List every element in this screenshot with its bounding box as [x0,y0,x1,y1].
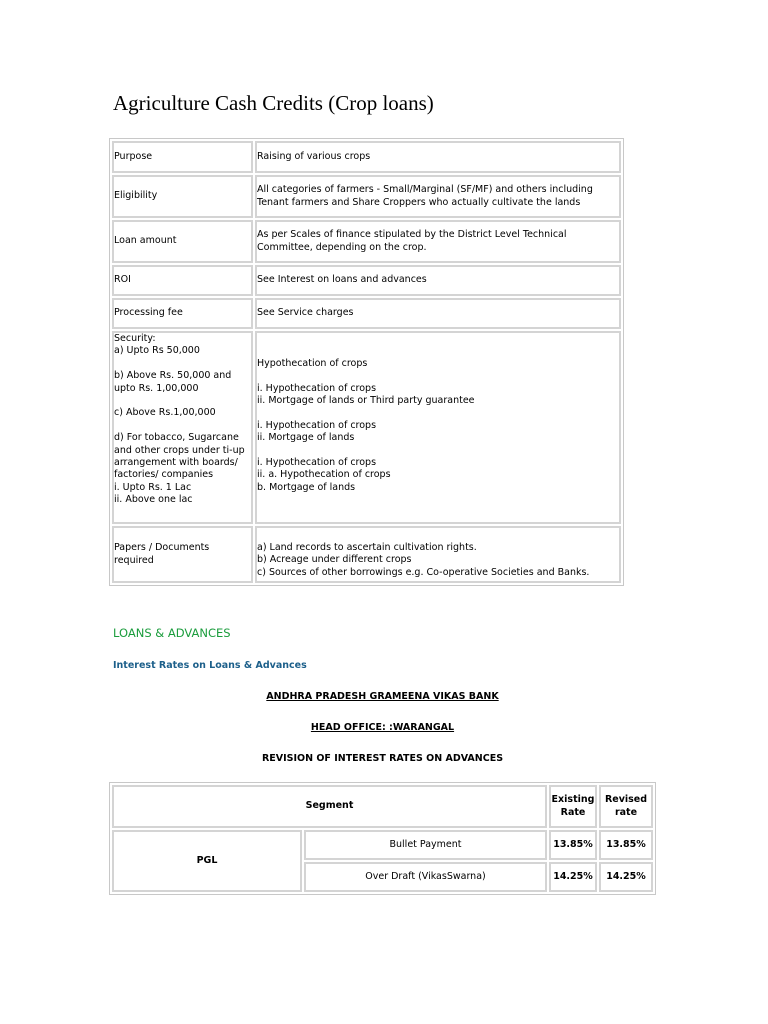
table-row [112,331,621,524]
existing-rate: 13.85% [549,830,597,860]
security-a-label: a) Upto Rs 50,000 [114,345,200,357]
table-row [112,526,621,583]
row-value: See Service charges [255,298,621,329]
row-label: ROI [112,265,253,296]
row-value: See Interest on loans and advances [255,265,621,296]
segment-name: Over Draft (VikasSwarna) [304,862,547,892]
table-row [112,141,621,173]
security-labels [112,331,253,524]
security-c-label: c) Above Rs.1,00,000 [114,407,216,419]
interest-rate-table [109,782,656,895]
security-b-label: b) Above Rs. 50,000 and upto Rs. 1,00,000 [114,370,232,394]
existing-rate-header: Existing Rate [549,785,597,828]
pgl-group-cell: PGL [112,830,302,892]
security-d-value-1: i. Hypothecation of crops [257,456,377,468]
segment-name: Bullet Payment [304,830,547,860]
row-label: Processing fee [112,298,253,329]
revised-rate: 13.85% [599,830,653,860]
security-heading: Security: [114,333,156,344]
segment-header: Segment [112,785,547,828]
security-d-sub-1: i. Upto Rs. 1 Lac [114,481,192,493]
revised-rate: 14.25% [599,862,653,892]
crop-loan-table [109,138,624,586]
security-c-value-2: ii. Mortgage of lands [257,432,355,444]
table-row [112,265,621,296]
table-header-row [112,785,653,828]
security-d-value-2: ii. a. Hypothecation of crops [257,469,391,481]
papers-item: c) Sources of other borrowings e.g. Co-operative Societies and Banks. [257,566,590,578]
papers-item: a) Land records to ascertain cultivation rights. [257,542,477,554]
papers-label: Papers / Documents required [112,526,253,583]
table-row [112,830,653,860]
security-d-sub-2: ii. Above one lac [114,494,193,506]
row-label: Loan amount [112,220,253,263]
bank-name: ANDHRA PRADESH GRAMEENA VIKAS BANK [266,691,499,702]
existing-rate: 14.25% [549,862,597,892]
security-a-value: Hypothecation of crops [257,357,368,369]
security-values [255,331,621,524]
row-value: As per Scales of finance stipulated by the District Level Technical Committee, depending on the crop. [255,220,621,263]
head-office: HEAD OFFICE: :WARANGAL [310,722,455,733]
security-d-value-3: b. Mortgage of lands [257,481,356,493]
revised-rate-header: Revised rate [599,785,653,828]
page-title: Agriculture Cash Credits (Crop loans) [113,91,434,115]
loans-advances-heading: LOANS & ADVANCES [113,626,231,640]
row-value: Raising of various crops [255,141,621,173]
security-c-value-1: i. Hypothecation of crops [257,419,377,431]
papers-values [255,526,621,583]
revision-title: REVISION OF INTEREST RATES ON ADVANCES [261,753,504,764]
interest-rates-link[interactable]: Interest Rates on Loans & Advances [113,660,307,671]
security-d-label: d) For tobacco, Sugarcane and other crops under ti-up arrangement with boards/ factories/ companies [114,432,245,481]
table-row [112,298,621,329]
row-label: Purpose [112,141,253,173]
table-row [112,175,621,218]
row-label: Eligibility [112,175,253,218]
security-b-value-1: i. Hypothecation of crops [257,382,377,394]
table-row [112,220,621,263]
security-b-value-2: ii. Mortgage of lands or Third party guarantee [257,394,475,406]
row-value: All categories of farmers - Small/Marginal (SF/MF) and others including Tenant farmers and Share Croppers who actually cultivate the lands [255,175,621,218]
papers-item: b) Acreage under different crops [257,554,412,566]
